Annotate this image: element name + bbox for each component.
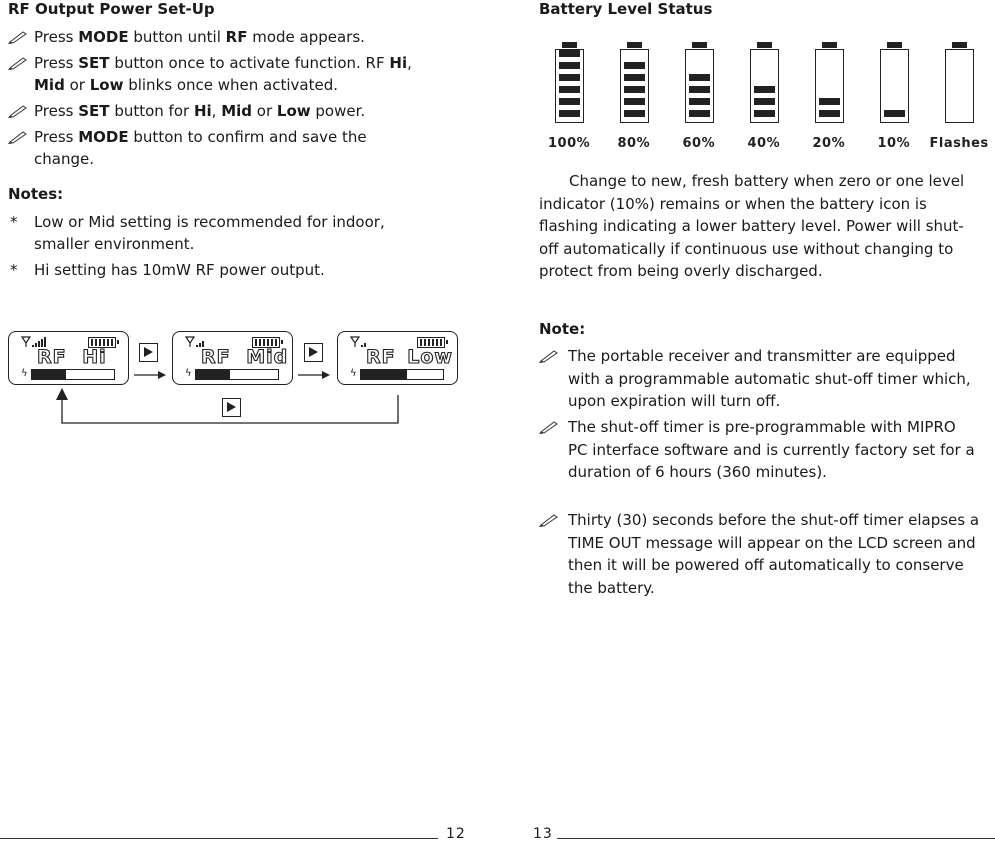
pen-icon bbox=[539, 416, 568, 438]
battery-segment bbox=[624, 62, 645, 69]
battery-paragraph: Change to new, fresh battery when zero or one level indicator (10%) remains or when the battery icon is flashing indicating a lower battery level. Power will shut-off automatically if continuous use without changing to protect from being overly discharged. bbox=[539, 172, 965, 280]
battery-segment bbox=[819, 98, 840, 105]
rf-step-text: Press SET button for Hi, Mid or Low power. bbox=[34, 102, 366, 120]
battery-segment bbox=[819, 110, 840, 117]
battery-level-label: 80% bbox=[617, 136, 651, 151]
battery-status-title: Battery Level Status bbox=[539, 0, 713, 18]
battery-level-label: 40% bbox=[747, 136, 781, 151]
rf-step-text: Press MODE button until RF mode appears. bbox=[34, 28, 365, 46]
lcd-rf-label: RF Hi bbox=[37, 346, 107, 368]
battery-segment bbox=[559, 62, 580, 69]
battery-level-label: 20% bbox=[812, 136, 846, 151]
right-note-text: The portable receiver and transmitter are equipped with a programmable automatic shut-off timer which, upon expiration will turn off. bbox=[568, 347, 971, 410]
right-note-text: Thirty (30) seconds before the shut-off timer elapses a TIME OUT message will appear on the LCD screen and then it will be powered off automatically to conserve the battery. bbox=[568, 511, 980, 597]
rf-setup-title: RF Output Power Set-Up bbox=[8, 0, 215, 18]
note-item bbox=[8, 211, 438, 255]
note-item bbox=[8, 259, 438, 281]
pen-icon bbox=[8, 100, 34, 122]
rf-step-text: Press MODE button to confirm and save the change. bbox=[34, 128, 367, 168]
battery-segment bbox=[624, 74, 645, 81]
battery-segment bbox=[689, 86, 710, 93]
rf-step-2 bbox=[8, 52, 438, 96]
battery-segment bbox=[559, 50, 580, 57]
battery-segment bbox=[754, 86, 775, 93]
lcd-rf-label: RF Mid bbox=[201, 346, 289, 368]
battery-segment bbox=[624, 110, 645, 117]
right-note-text: The shut-off timer is pre-programmable with MIPRO PC interface software and is currently factory set for a duration of 6 hours (360 minutes). bbox=[568, 418, 975, 481]
note-heading: Note: bbox=[539, 320, 586, 338]
pen-icon bbox=[8, 52, 34, 74]
rf-step-1 bbox=[8, 26, 438, 48]
battery-level-label: 10% bbox=[877, 136, 911, 151]
battery-segment bbox=[689, 98, 710, 105]
right-note-item bbox=[539, 345, 984, 413]
pen-icon bbox=[539, 345, 568, 367]
battery-segment bbox=[559, 74, 580, 81]
battery-segment bbox=[689, 110, 710, 117]
rf-step-3 bbox=[8, 100, 438, 122]
asterisk-bullet: * bbox=[10, 213, 18, 231]
battery-segment bbox=[884, 110, 905, 117]
battery-segment bbox=[754, 98, 775, 105]
footer-rule-left bbox=[0, 838, 438, 839]
battery-level-icon bbox=[555, 49, 584, 123]
asterisk-bullet: * bbox=[10, 261, 18, 279]
battery-level-icon bbox=[750, 49, 779, 123]
note-text: Low or Mid setting is recommended for indoor, smaller environment. bbox=[34, 213, 385, 253]
battery-segment bbox=[624, 98, 645, 105]
note-text: Hi setting has 10mW RF power output. bbox=[34, 261, 325, 279]
battery-segment bbox=[754, 110, 775, 117]
right-note-item bbox=[539, 509, 984, 599]
battery-level-icon bbox=[945, 49, 974, 123]
lcd-rf-label: RF Low bbox=[366, 346, 453, 368]
battery-level-icon bbox=[620, 49, 649, 123]
battery-level-label: 60% bbox=[682, 136, 716, 151]
battery-level-icon bbox=[880, 49, 909, 123]
footer-rule-right bbox=[557, 838, 995, 839]
bolt-icon: ϟ bbox=[350, 368, 357, 379]
bolt-icon: ϟ bbox=[21, 368, 28, 379]
battery-segment bbox=[559, 110, 580, 117]
battery-level-icon bbox=[685, 49, 714, 123]
battery-level-label: Flashes bbox=[929, 136, 989, 151]
notes-heading: Notes: bbox=[8, 185, 64, 203]
pen-icon bbox=[8, 126, 34, 148]
page-number-left: 12 bbox=[446, 826, 466, 842]
battery-level-icon bbox=[815, 49, 844, 123]
sequence-arrows bbox=[0, 360, 470, 430]
battery-level-label: 100% bbox=[548, 136, 591, 151]
bolt-icon: ϟ bbox=[185, 368, 192, 379]
battery-segment bbox=[559, 98, 580, 105]
rf-step-text: Press SET button once to activate function. RF Hi, Mid or Low blinks once when activated. bbox=[34, 54, 412, 94]
battery-segment bbox=[624, 86, 645, 93]
battery-segment bbox=[689, 74, 710, 81]
rf-step-4 bbox=[8, 126, 428, 170]
pen-icon bbox=[539, 509, 568, 531]
pen-icon bbox=[8, 26, 34, 48]
right-note-item bbox=[539, 416, 979, 484]
page-number-right: 13 bbox=[533, 826, 553, 842]
battery-segment bbox=[559, 86, 580, 93]
